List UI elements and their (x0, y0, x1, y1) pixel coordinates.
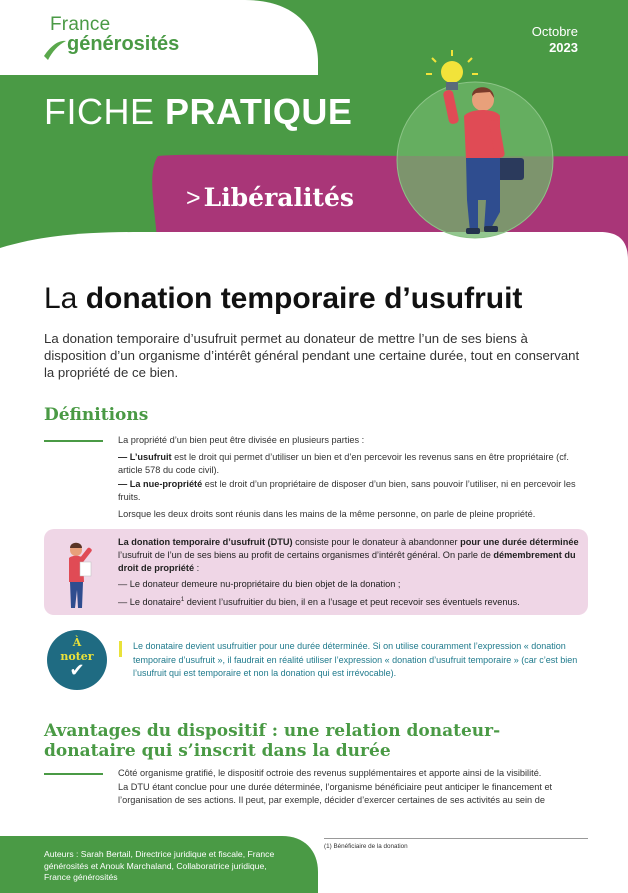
dtu-term: La donation temporaire d’usufruit (DTU) (118, 537, 293, 547)
dtu-text-2: l’usufruit de l’un de ses biens au profit de certains organismes d’intérêt général. On parle de (118, 550, 494, 560)
category-label (186, 183, 354, 213)
title-bold: donation temporaire d’usufruit (85, 282, 523, 315)
briefcase-icon (496, 158, 524, 180)
definitions-heading: Définitions (44, 405, 149, 425)
dtu-text-3: : (194, 563, 200, 573)
page-title (44, 282, 522, 316)
intro-paragraph: La donation temporaire d’usufruit permet au donateur de mettre l’un de ses biens à disposition d’un organisme d’intérêt général pendant une certaine durée, tout en conservant la propriété de ce bien. (44, 331, 580, 380)
logo-france: France (50, 14, 111, 35)
advantages-heading: Avantages du dispositif : une relation donateur-donataire qui s’inscrit dans la durée (44, 721, 501, 761)
fiche-pratique-title (44, 91, 352, 133)
dtu-bold-2: démembrement du droit de propriété (118, 550, 576, 573)
advantages-p2: La DTU étant conclue pour une durée déterminée, l’organisme bénéficiaire peut anticiper le financement et l’organisation de ses actions. Il peut, par exemple, décider d’exercer certaines de ses activités au sein de (118, 781, 553, 805)
dtu-bold-1: pour une durée déterminée (460, 537, 579, 547)
fiche-bold: PRATIQUE (165, 91, 353, 132)
note-text: Le donataire devient usufruitier pour une durée déterminée. Si on utilise couramment l’expression « donation temporaire d’usufruit », il faudrait en réalité utiliser l’expression « donation d’usufruit temporaire » (car c’est bien l’usufruit qui est temporaire et non la donation qui est irrévocable). (133, 641, 578, 678)
date-month: Octobre (531, 24, 578, 39)
dtu-item-2 (118, 594, 588, 609)
advantages-p1: Côté organisme gratifié, le dispositif octroie des revenus supplémentaires et apporte ainsi de la visibilité. (118, 768, 542, 778)
section-rule (44, 773, 103, 775)
footnote-rule (324, 838, 588, 839)
dtu-definition-text (118, 536, 588, 609)
footnote-ref: 1 (180, 597, 185, 603)
dtu-item-2-b: devient l’usufruitier du bien, il en a l’usage et peut recevoir ses éventuels revenus. (184, 597, 520, 608)
usufruit-text: est le droit qui permet d’utiliser un bien et d’en percevoir les revenus sans en être propriétaire (cf. article 578 du code civil). (118, 452, 569, 475)
a-noter-line2: noter (60, 650, 94, 663)
advantages-text (118, 767, 588, 808)
definition-usufruit (118, 451, 588, 477)
a-noter-line1: À (72, 636, 82, 649)
chevron-right-icon: > (186, 184, 201, 212)
nue-propriete-text: est le droit d’un propriétaire de disposer d’un bien, sans pouvoir l’utiliser, ni en percevoir les fruits. (118, 479, 576, 502)
usufruit-term: — L’usufruit (118, 452, 172, 462)
dtu-text-1: consiste pour le donateur à abandonner (292, 537, 461, 547)
date-year: 2023 (549, 40, 578, 55)
authors-text: Auteurs : Sarah Bertail, Directrice juridique et fiscale, France générosités et Anouk Marchaland, Collaboratrice juridique, France générosités (44, 849, 275, 882)
check-icon: ✔ (69, 660, 85, 680)
section-rule (44, 440, 103, 442)
definition-nue-propriete (118, 478, 588, 504)
dtu-item-2-a: — Le donataire (118, 597, 181, 608)
title-light: La (44, 282, 86, 315)
definitions-intro: La propriété d’un bien peut être divisée en plusieurs parties : (118, 435, 365, 445)
dtu-item-1: — Le donateur demeure nu-propriétaire du bien objet de la donation ; (118, 579, 401, 589)
footnote: (1) Bénéficiaire de la donation (324, 843, 408, 850)
category-text: Libéralités (203, 183, 354, 212)
logo-generosites: générosités (67, 33, 180, 55)
pleine-propriete-text: Lorsque les deux droits sont réunis dans les mains de la même personne, on parle de pleine propriété. (118, 509, 536, 519)
fiche-light: FICHE (44, 91, 166, 132)
person-pointing-icon (60, 538, 106, 614)
nue-propriete-term: — La nue-propriété (118, 479, 203, 489)
note-accent-bar (119, 641, 122, 657)
